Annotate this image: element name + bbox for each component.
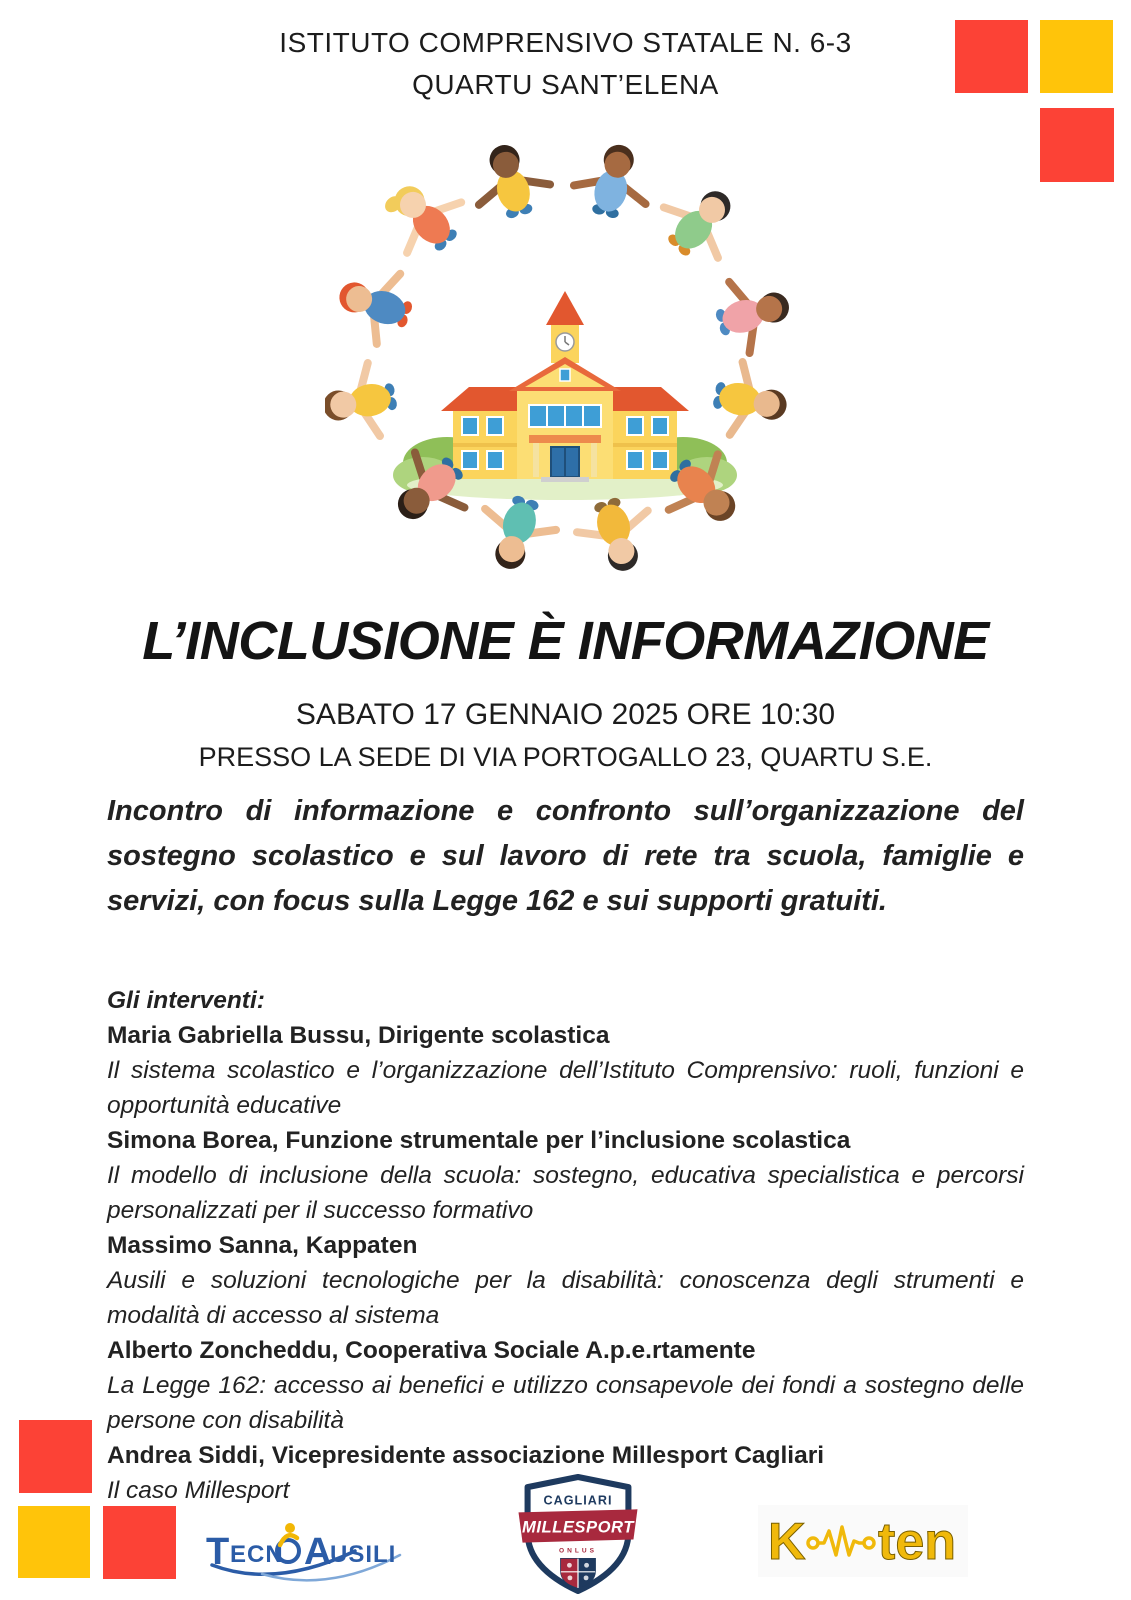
speaker-name: Simona Borea, Funzione strumentale per l’inclusione scolastica xyxy=(107,1127,851,1154)
children-circle-illustration xyxy=(325,132,805,594)
decor-square-red-bottom-2 xyxy=(103,1506,176,1579)
millesport-city: CAGLIARI xyxy=(543,1493,613,1508)
speaker-name: Maria Gabriella Bussu, Dirigente scolastica xyxy=(107,1022,610,1049)
millesport-name: MILLESPORT xyxy=(522,1517,634,1537)
millesport-sub: ONLUS xyxy=(558,1547,598,1555)
kten-text-k: K xyxy=(768,1513,806,1571)
tecnoausili-text-a: A xyxy=(304,1531,332,1573)
speaker-topic: Il caso Millesport xyxy=(107,1477,290,1504)
kten-pulse-icon xyxy=(808,1527,874,1555)
event-datetime: SABATO 17 GENNAIO 2025 ORE 10:30 xyxy=(295,698,836,731)
speaker-name: Andrea Siddi, Vicepresidente associazione Millesport Cagliari xyxy=(107,1442,825,1469)
event-location: PRESSO LA SEDE DI VIA PORTOGALLO 23, QUARTU S.E. xyxy=(198,742,933,772)
speakers-heading: Gli interventi: xyxy=(107,987,265,1014)
decor-square-yellow-bottom xyxy=(18,1506,90,1578)
tecnoausili-text-t: T xyxy=(206,1531,230,1573)
institute-city: QUARTU SANT’ELENA xyxy=(412,69,719,100)
speaker-topic: Il modello di inclusione della scuola: sostegno, educativa specialistica e percorsi personalizzati per il successo formativo xyxy=(107,1162,1024,1224)
speaker-name: Alberto Zoncheddu, Cooperativa Sociale A.p.e.rtamente xyxy=(107,1337,756,1364)
decor-square-red-top-2 xyxy=(1040,108,1114,182)
decor-square-red-bottom-1 xyxy=(19,1420,92,1493)
event-description: Incontro di informazione e confronto sull’organizzazione del sostegno scolastico e sul lavoro di rete tra scuola, famiglie e servizi, con focus sulla Legge 162 e sui supporti gratuiti. xyxy=(107,795,1024,917)
kten-logo xyxy=(758,1505,968,1577)
event-title: L’INCLUSIONE È INFORMAZIONE xyxy=(142,611,989,671)
decor-square-red-top-1 xyxy=(955,20,1028,93)
millesport-badge xyxy=(517,1474,639,1595)
speaker-topic: Il sistema scolastico e l’organizzazione dell’Istituto Comprensivo: ruoli, funzioni e opportunità educative xyxy=(107,1057,1024,1119)
decor-square-yellow-top xyxy=(1040,20,1113,93)
speaker-topic: Ausili e soluzioni tecnologiche per la disabilità: conoscenza degli strumenti e modalità di accesso al sistema xyxy=(107,1267,1024,1329)
speaker-topic: La Legge 162: accesso ai benefici e utilizzo consapevole dei fondi a sostegno delle persone con disabilità xyxy=(107,1372,1024,1434)
institute-name: ISTITUTO COMPRENSIVO STATALE N. 6-3 xyxy=(279,27,852,58)
kten-text-ten: ten xyxy=(878,1513,956,1571)
tecnoausili-text-usili: USILI xyxy=(330,1541,397,1568)
tecnoausili-logo xyxy=(200,1505,415,1585)
speaker-name: Massimo Sanna, Kappaten xyxy=(107,1232,418,1259)
tecnoausili-text-ecn: ECN xyxy=(230,1541,284,1568)
wheelchair-figure-icon xyxy=(285,1523,295,1533)
speakers-section xyxy=(107,983,1024,1508)
